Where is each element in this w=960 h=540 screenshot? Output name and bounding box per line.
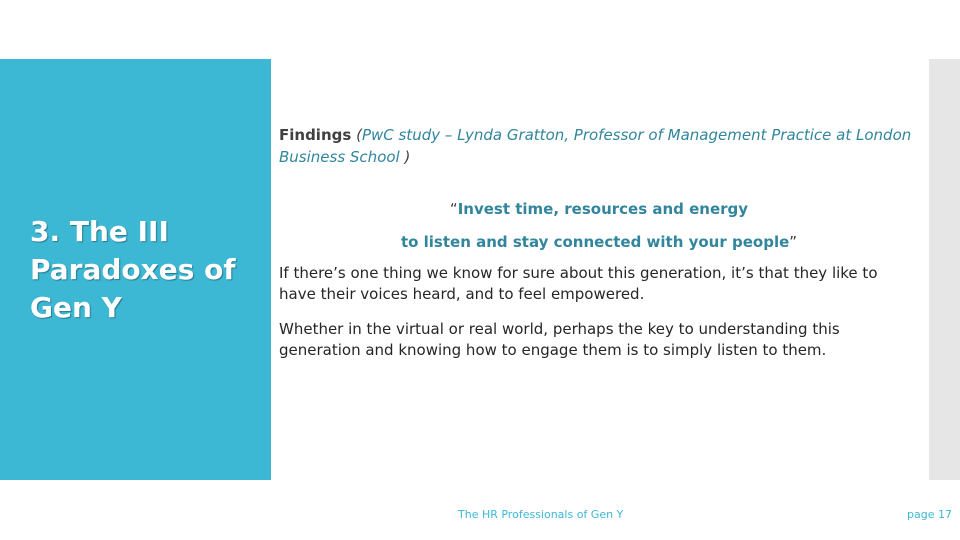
quote-text-1: Invest time, resources and energy (457, 200, 749, 218)
findings-source: PwC study – Lynda Gratton, Professor of Management Practice at London Business School (279, 126, 912, 166)
page-number: page 17 (907, 508, 952, 521)
quote-line-2 (279, 231, 919, 253)
quote-open-mark: “ (449, 200, 458, 218)
quote-text-2: to listen and stay connected with your people (400, 233, 790, 251)
side-strip (929, 59, 960, 480)
findings-open-paren: ( (356, 126, 362, 144)
slide-content (279, 124, 919, 361)
findings-line (279, 124, 919, 168)
findings-label: Findings (279, 126, 352, 144)
findings-close-paren: ) (399, 148, 411, 166)
paragraph-2: Whether in the virtual or real world, perhaps the key to understanding this generation and knowing how to engage them is to simply listen to them. (279, 320, 840, 359)
quote-line-1 (279, 198, 919, 220)
quote-close-mark: ” (789, 233, 798, 251)
slide-title: 3. The III Paradoxes of Gen Y (30, 215, 236, 324)
footer-title: The HR Professionals of Gen Y (458, 508, 624, 521)
paragraph-1: If there’s one thing we know for sure about this generation, it’s that they like to have their voices heard, and to feel empowered. (279, 264, 878, 303)
